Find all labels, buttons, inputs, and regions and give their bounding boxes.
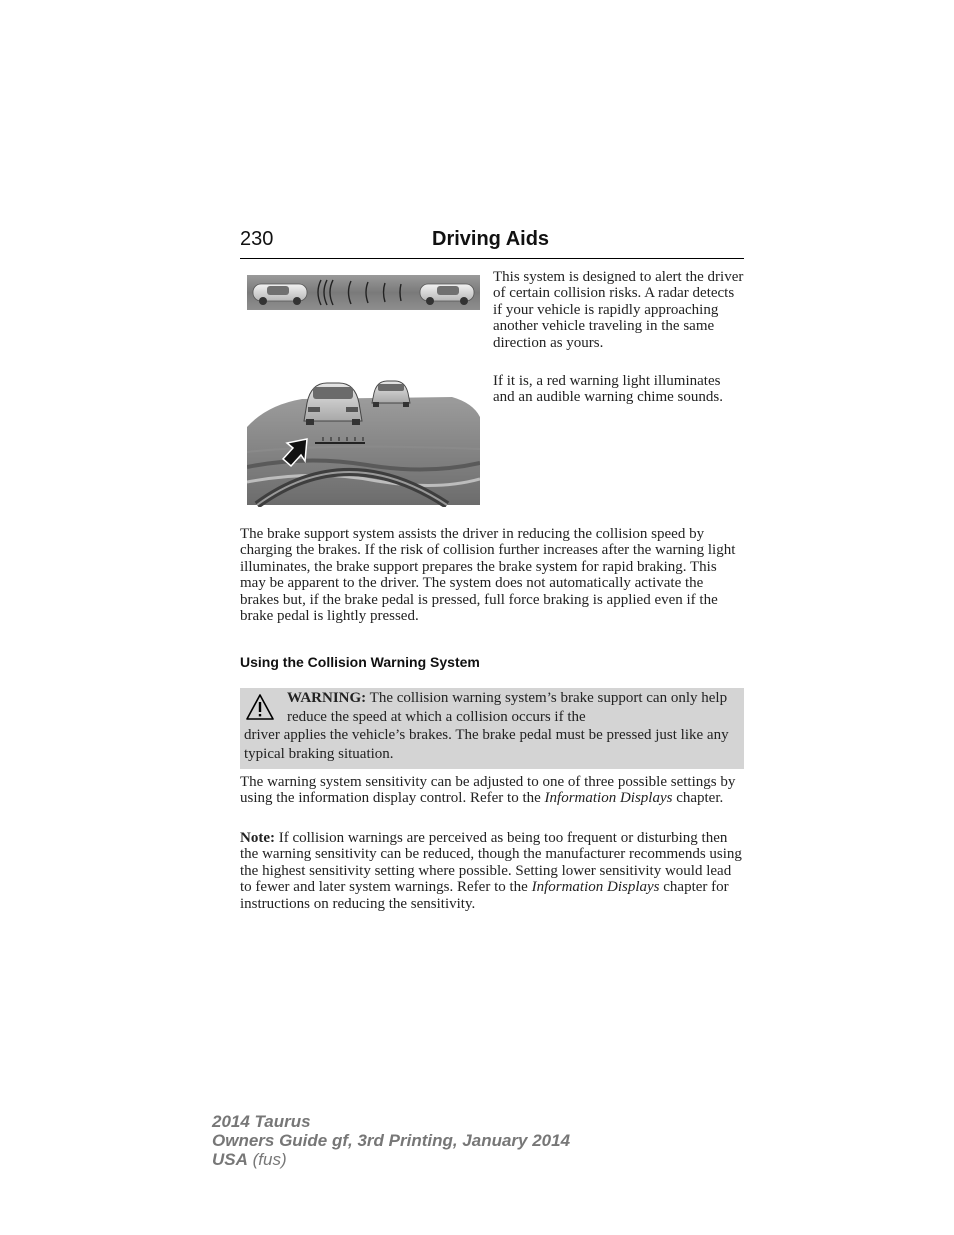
brake-support-paragraph: The brake support system assists the driver in reducing the collision speed by charging the brakes. If the risk of collision further increases after the warning light illuminates, the brake support prepares the brake system for rapid braking. This may be apparent to the driver. The system does not automatically activate the brakes but, if the brake pedal is pressed, full force braking is applied even if the brake pedal is lightly pressed.	[240, 526, 736, 625]
sensitivity-reference: Information Displays	[544, 790, 673, 807]
note-reference: Information Displays	[531, 879, 660, 896]
radar-display-illustration	[247, 275, 480, 310]
note-text-end: chapter for instructions on reducing the sensitivity.	[240, 879, 729, 912]
dashboard-warning-light-illustration	[247, 377, 480, 507]
footer-printing: Owners Guide gf, 3rd Printing, January 2014	[212, 1131, 571, 1150]
warning-label: WARNING:	[287, 690, 367, 706]
header-rule	[240, 258, 744, 259]
note-text: If collision warnings are perceived as being too frequent or disturbing then the warning sensitivity can be reduced, though the manufacturer recommends using the highest sensitivity setting where possible. Setting lower sensitivity would lead to fewer and later system warnings. Refer to the	[240, 830, 742, 896]
footer-model: 2014 Taurus	[212, 1112, 311, 1131]
page-number: 230	[240, 228, 274, 250]
footer	[212, 1112, 570, 1169]
sensitivity-text-end: chapter.	[676, 790, 724, 807]
note-paragraph	[240, 830, 745, 912]
sensitivity-text: The warning system sensitivity can be adjusted to one of three possible settings by using the information display control. Refer to the	[240, 774, 736, 807]
sensitivity-paragraph	[240, 774, 745, 807]
warning-text	[244, 689, 734, 763]
chapter-title: Driving Aids	[432, 228, 550, 250]
footer-code: (fus)	[252, 1150, 287, 1169]
warning-line-1: The collision warning system’s brake support can only help reduce the speed at which a collision occurs if the	[287, 690, 728, 725]
intro-paragraph-1: This system is designed to alert the driver of certain collision risks. A radar detects if your vehicle is rapidly approaching another vehicle traveling in the same direction as yours.	[493, 269, 744, 351]
warning-line-rest: driver applies the vehicle’s brakes. The brake pedal must be pressed just like any typical braking situation.	[244, 727, 729, 762]
note-label: Note:	[240, 830, 275, 846]
warning-box	[240, 688, 744, 769]
section-heading: Using the Collision Warning System	[240, 654, 480, 670]
footer-region: USA	[212, 1150, 248, 1169]
intro-paragraph-2: If it is, a red warning light illuminates and an audible warning chime sounds.	[493, 373, 723, 406]
